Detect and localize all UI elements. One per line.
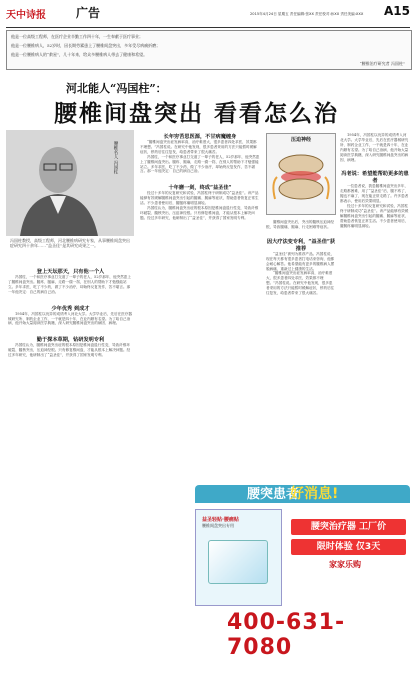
section-heading: 因大疗法变专利，“益圣佳”获推荐 bbox=[266, 238, 336, 252]
issue-date: 2015年4月24日 星期五 责任编辑:张XX 责任校对:孙XX 责任美编:XXX bbox=[250, 12, 364, 16]
ad-brand: 家家乐购 bbox=[329, 560, 361, 569]
article-paragraph: 经过十多年的反复研究和试验，冯国柱终于研制成功“益圣佳”。该产品能够有效缓解腰椎间盘突出引起的腰痛、腿麻等症状，帮助患者恢复正常生活。不少患者使用后，腰腿疼痛明显减轻。 bbox=[340, 204, 409, 228]
lead-line: 他是一位腰椎病人的“救星”，几十年来，给众多腰椎病人带去了健康和希望。 bbox=[11, 52, 148, 57]
diagram-title: 压迫神经 bbox=[290, 137, 311, 143]
article-paragraph: 冯国柱认为，腰椎间盘突出症的根本原因是椎间盘退行性变，导致纤维环破裂、髓核突出，压迫神经根。只有修复椎间盘，才能从根本上解决问题。经过多年研究，他研制出了“益圣佳”，并获得了国家发明专利。 bbox=[8, 343, 131, 358]
lead-line: 他是一位腰椎病人，52岁时，因长期劳累患上了腰椎间盘突出，多年受尽病痛折磨； bbox=[11, 43, 161, 48]
ad-title-highlight: 好消息! bbox=[290, 486, 339, 502]
column-right-b bbox=[340, 133, 410, 229]
ad-product-subtitle: 腰椎间盘突出专用 bbox=[202, 523, 234, 528]
ad-title: 腰突患者 bbox=[247, 487, 300, 502]
vertebra-illustration bbox=[267, 143, 335, 207]
page-number: A15 bbox=[384, 4, 410, 18]
column-right-a bbox=[266, 220, 336, 296]
article-paragraph: 一位患者说，我患腰椎间盘突出多年，走路都困难，用了“益圣佳”后，腰不疼了，腿也不麻了，现在能正常走路了。许多患者都表示，使用后效果明显。 bbox=[340, 184, 409, 204]
section-heading: 少年优秀 到成才 bbox=[51, 305, 90, 312]
section-heading: 十年磨一剑，终成“益圣佳” bbox=[168, 185, 232, 192]
section-heading: 登上天坛那天，只有他一个人 bbox=[36, 269, 105, 275]
section-heading: 长年穷苦思医源，不甘病魔缠身 bbox=[163, 134, 237, 140]
product-package-image bbox=[208, 540, 268, 584]
article-paragraph: 腰椎间盘突出后，突出的髓核压迫神经根，导致腰痛、腿麻、行走困难等症状。 bbox=[266, 220, 335, 229]
section-title: 广告 bbox=[76, 6, 101, 20]
column-left bbox=[8, 268, 133, 358]
masthead bbox=[6, 6, 410, 26]
article-paragraph: “腰椎间盘突出症发病率高，治疗难度大，很多患者四处求医，效果都不理想。”冯国柱说。在研究中他发现，很多患者采用的方法只能暂时缓解症状，停药后往往复发，给患者带来了很大痛苦。 bbox=[266, 271, 335, 296]
advertisement[interactable] bbox=[195, 485, 410, 673]
ad-banner bbox=[195, 485, 410, 503]
ad-offer-line: 腰突治疗器 工厂价 bbox=[291, 519, 406, 535]
ad-offer-line: 限时体验 仅3天 bbox=[291, 539, 406, 555]
article-paragraph: 1954年，冯国柱以优异的成绩考入河北大学。大学毕业后，先后在医疗器械研究所、制药企业工作，一干就是四十年，在业内颇有名望。为了给自己治病，他开始大量阅读医学典籍，深入研究腰椎间盘突出的病因、病理。 bbox=[340, 133, 409, 162]
article-paragraph: “腰椎间盘突出症发病率高，治疗难度大，很多患者四处求医，效果都不理想。”冯国柱说。在研究中他发现，很多患者采用的方法只能暂时缓解症状，停药后往往复发，给患者带来了很大痛苦。 bbox=[140, 140, 257, 154]
lead-box bbox=[6, 30, 412, 70]
section-heading: 冯老说：希望能帮助更多的患者 bbox=[341, 171, 409, 185]
main-headline: 腰椎间盘突出 看看怎么治 bbox=[54, 101, 340, 127]
section-heading: 勤于探本草期，钻研发明专利 bbox=[36, 337, 105, 344]
photo-caption: 冯国柱教授，高级工程师，河北腰椎病研究专家，从事腰椎间盘突出症研究四十余年……“益圣佳”是其研究成果之一。 bbox=[10, 238, 130, 249]
article-paragraph: 冯国柱，一个和医疗事业打交道了一辈子的老人，52岁那年，他突然患上了腰椎间盘突出。腰疼、腿麻，走路一瘸一拐，在别人的帮助下才勉强能站立。多年求医，吃了不少药，做了不少治疗，却始终反复发作，苦不堪言。那一年他决定：自己的病自己治。 bbox=[140, 154, 260, 174]
article-paragraph: “益圣佳”被列为推荐产品。冯国柱说，现在每天都有很多患者打电话来咨询，他都会耐心解答。他希望能有更多的腰椎病人摆脱病痛，重新过上健康的生活。 bbox=[266, 251, 335, 271]
article-paragraph: 经过十多年的反复研究和试验，冯国柱终于研制成功“益圣佳”。该产品能够有效缓解腰椎间盘突出引起的腰痛、腿麻等症状，帮助患者恢复正常生活。不少患者使用后，腰腿疼痛明显减轻。 bbox=[140, 191, 259, 206]
masthead-rule bbox=[6, 27, 410, 28]
article-paragraph: 1954年，冯国柱以优异的成绩考入河北大学。大学毕业后，先后在医疗器械研究所、制药企业工作，一干就是四十年，在业内颇有名望。为了给自己治病，他开始大量阅读医学典籍，深入研究腰椎间盘突出的病因、病理。 bbox=[8, 311, 132, 326]
lead-attribution: “腰椎治疗研究者 冯国柱” bbox=[359, 61, 405, 66]
article-paragraph: 冯国柱，一个和医疗事业打交道了一辈子的老人，52岁那年，他突然患上了腰椎间盘突出。腰疼、腿麻，走路一瘸一拐，在别人的帮助下才勉强能站立。多年求医，吃了不少药，做了不少治疗，却始终反复发作，苦不堪言。那一年他决定：自己的病自己治。 bbox=[8, 275, 131, 294]
ad-product-box bbox=[195, 509, 282, 606]
spine-diagram bbox=[266, 133, 336, 215]
ad-product-name: 益圣轻贴·腰痛贴 bbox=[202, 517, 239, 523]
kicker-headline: 河北能人“冯国柱”： bbox=[66, 82, 167, 95]
newspaper-logo: 天中诗报 bbox=[6, 10, 46, 21]
lead-line: 他是一位高级工程师，在医疗企业辛勤工作四十年，一生奉献于医疗事业； bbox=[11, 34, 143, 39]
article-paragraph: 冯国柱认为，腰椎间盘突出症的根本原因是椎间盘退行性变，导致纤维环破裂、髓核突出，压迫神经根。只有修复椎间盘，才能从根本上解决问题。经过多年研究，他研制出了“益圣佳”，并获得了国家发明专利。 bbox=[140, 206, 259, 220]
column-middle bbox=[140, 133, 260, 221]
photo-signature: 腰椎名人 冯国柱 bbox=[113, 141, 118, 174]
ad-phone-number[interactable]: 400-631-7080 bbox=[227, 610, 346, 660]
